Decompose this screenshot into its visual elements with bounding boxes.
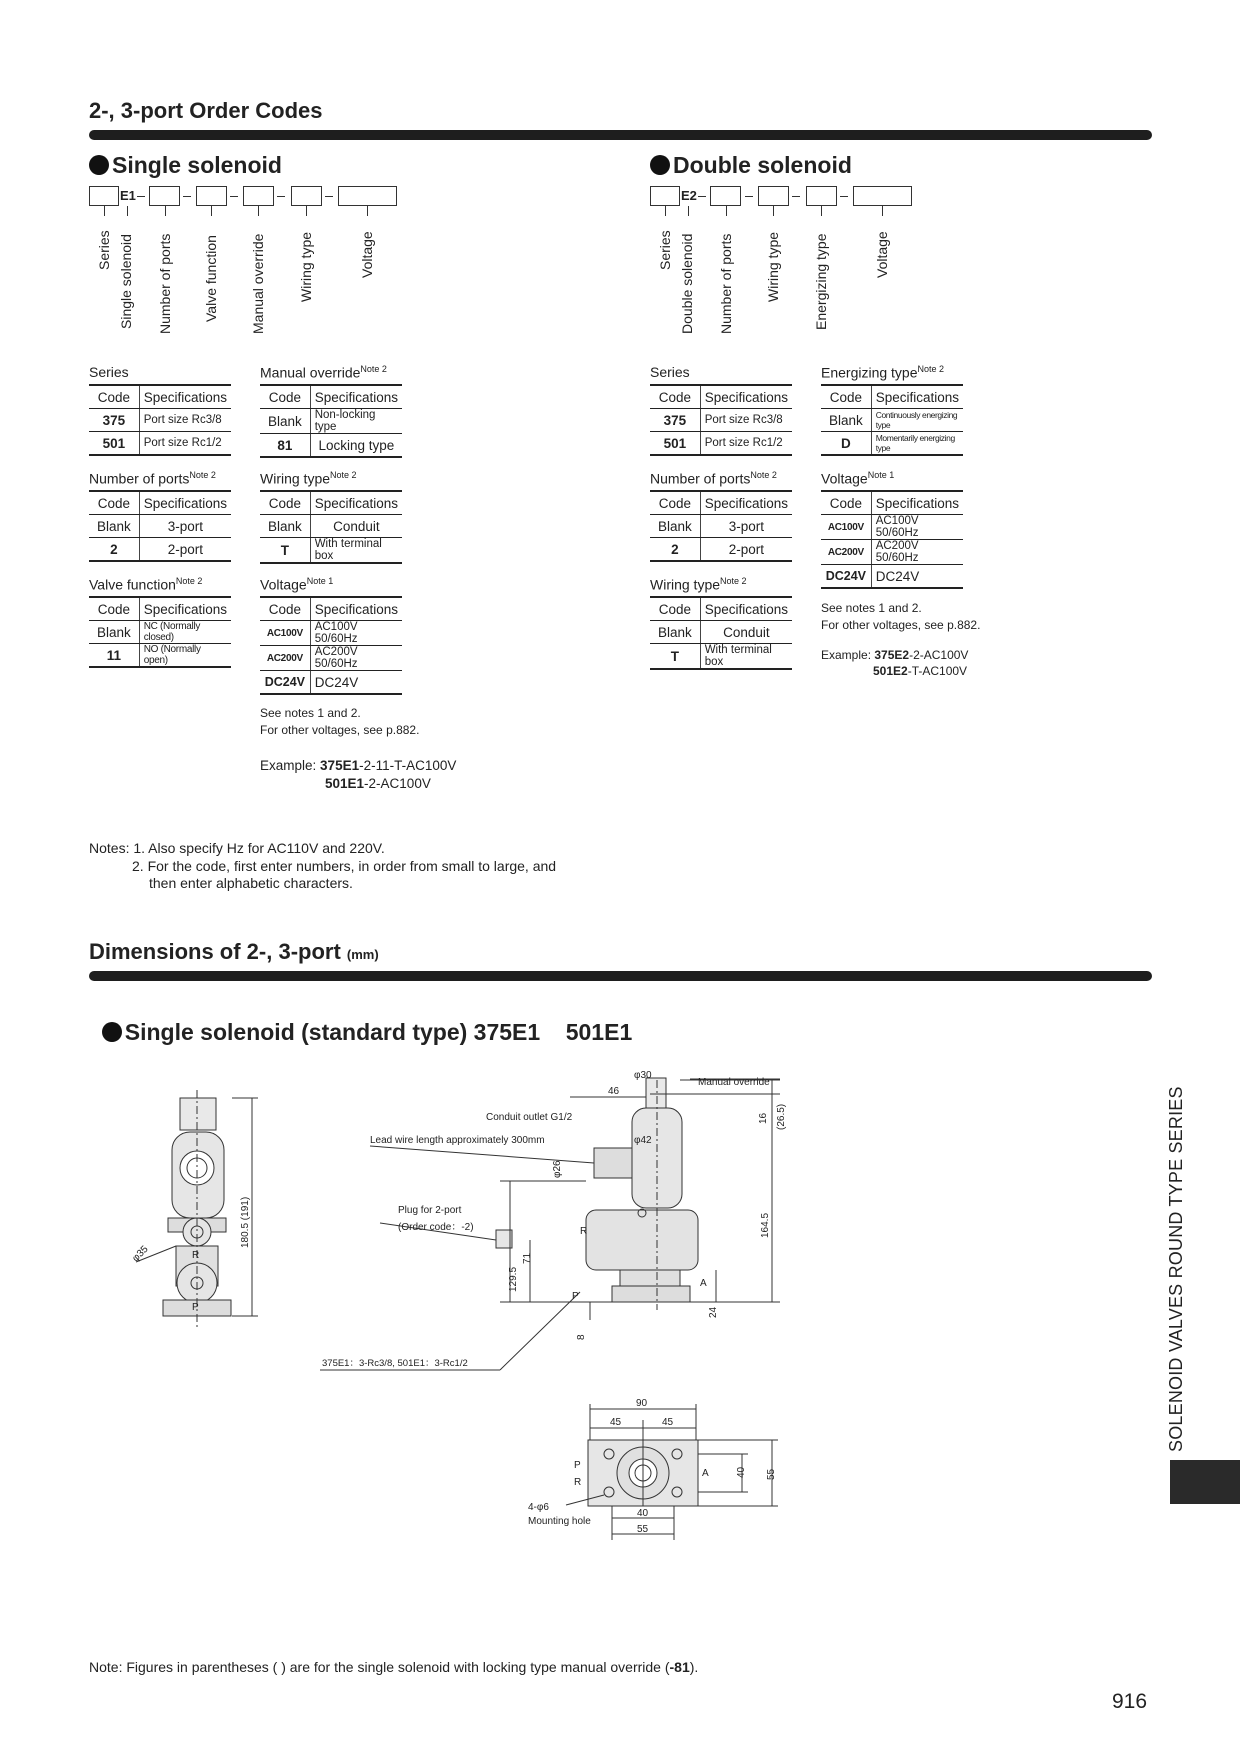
code-label-valve: Valve function bbox=[203, 235, 219, 322]
series-table: Code Specifications 375 Port size Rc3/8 501 Port size Rc1/2 bbox=[89, 384, 231, 456]
wiring-table: Code Specifications Blank Conduit T With terminal box bbox=[650, 596, 792, 670]
table-title-energizing: Energizing type$^{Note 2}$ bbox=[821, 364, 945, 381]
figure-note: Note: Figures in parentheses ( ) are for the single solenoid with locking type manual override (-81). bbox=[89, 1659, 699, 1675]
label-plug-2: (Order code：-2) bbox=[398, 1222, 474, 1233]
code-label-ports: Number of ports bbox=[718, 233, 734, 334]
table-title-wiring: Wiring type$^{Note 2}$ bbox=[650, 576, 747, 593]
dim-24: 24 bbox=[708, 1306, 719, 1318]
dim-40: 40 bbox=[637, 1508, 649, 1519]
table-row: DC24V DC24V bbox=[260, 671, 402, 695]
table-title-voltage: Voltage$^{Note 1}$ bbox=[260, 576, 334, 593]
code-label-series: Series bbox=[657, 230, 673, 270]
code-label-voltage: Voltage bbox=[359, 231, 375, 278]
code-label-wiring: Wiring type bbox=[765, 231, 781, 302]
code-label-wiring: Wiring type bbox=[298, 231, 314, 302]
dim-55: 55 bbox=[637, 1524, 649, 1535]
dim-90: 90 bbox=[636, 1398, 648, 1409]
table-row: Blank Continuously energizing type bbox=[821, 409, 963, 432]
label-conduit: Conduit outlet G1/2 bbox=[486, 1112, 573, 1123]
code-label-ports: Number of ports bbox=[157, 233, 173, 334]
table-title-wiring: Wiring type$^{Note 2}$ bbox=[260, 470, 357, 487]
dim-front-height: 180.5 (191) bbox=[240, 1196, 251, 1248]
manual-override-table: Code Specifications Blank Non-locking type 81 Locking type bbox=[260, 384, 402, 458]
table-row: 375 Port size Rc3/8 bbox=[650, 409, 792, 432]
dim-164-5: 164.5 bbox=[760, 1212, 771, 1238]
dimensions-title: Dimensions of 2-, 3-port (mm) bbox=[89, 939, 379, 964]
table-row: Blank Non-locking type bbox=[260, 409, 402, 434]
single-example: Example: 375E1-2-11-T-AC100V 501E1-2-AC100V bbox=[260, 758, 457, 791]
table-row: Blank Conduit bbox=[650, 621, 792, 644]
table-row: AC100V AC100V 50/60Hz bbox=[260, 621, 402, 646]
bottom-port-A: A bbox=[702, 1468, 709, 1479]
table-row: Blank 3-port bbox=[89, 515, 231, 538]
table-row: Blank Conduit bbox=[260, 515, 402, 538]
side-tab-block bbox=[1170, 1460, 1240, 1504]
voltage-table: Code Specifications AC100V AC100V 50/60Hz AC200V AC200V 50/60Hz DC24V DC24V bbox=[260, 596, 402, 695]
front-port-R: R bbox=[192, 1250, 200, 1261]
code-label-voltage: Voltage bbox=[874, 231, 890, 278]
voltage-notes: See notes 1 and 2. For other voltages, see p.882. bbox=[260, 706, 420, 737]
heading-text: Single solenoid bbox=[112, 152, 282, 178]
valve-function-table: Code Specifications Blank NC (Normally closed) 11 NO (Normally open) bbox=[89, 596, 231, 668]
table-row: 2 2-port bbox=[650, 538, 792, 562]
dim-phi42: φ42 bbox=[634, 1135, 652, 1146]
dim-phi30: φ30 bbox=[634, 1070, 652, 1081]
table-row: AC200V AC200V 50/60Hz bbox=[821, 540, 963, 565]
label-manual-override: Manual override bbox=[698, 1077, 770, 1088]
dim-71: 71 bbox=[522, 1252, 533, 1264]
heading-text: Double solenoid bbox=[673, 152, 852, 178]
dim-45a: 45 bbox=[610, 1417, 622, 1428]
code-label-solenoid: Double solenoid bbox=[679, 233, 695, 334]
dim-front-dia: φ35 bbox=[130, 1243, 151, 1265]
table-title-valve: Valve function$^{Note 2}$ bbox=[89, 576, 203, 593]
bottom-port-R: R bbox=[574, 1477, 582, 1488]
bottom-port-P: P bbox=[574, 1460, 581, 1471]
dim-45b: 45 bbox=[662, 1417, 674, 1428]
table-title-voltage: Voltage$^{Note 1}$ bbox=[821, 470, 895, 487]
table-row: 11 NO (Normally open) bbox=[89, 644, 231, 668]
label-mount-2: Mounting hole bbox=[528, 1516, 591, 1527]
port-R: R bbox=[580, 1226, 588, 1237]
code-fixed: E1 bbox=[120, 188, 136, 203]
table-row: D Momentarily energizing type bbox=[821, 432, 963, 456]
ports-table: Code Specifications Blank 3-port 2 2-port bbox=[89, 490, 231, 562]
dim-46: 46 bbox=[608, 1086, 620, 1097]
wiring-table: Code Specifications Blank Conduit T With terminal box bbox=[260, 490, 402, 564]
side-tab-label: SOLENOID VALVES ROUND TYPE SERIES bbox=[1166, 1086, 1186, 1452]
table-row: 81 Locking type bbox=[260, 434, 402, 458]
table-row: 375 Port size Rc3/8 bbox=[89, 409, 231, 432]
table-title-series: Series bbox=[89, 364, 129, 380]
table-row: AC100V AC100V 50/60Hz bbox=[821, 515, 963, 540]
front-port-P: P bbox=[192, 1302, 199, 1313]
dim-55v: 55 bbox=[766, 1468, 777, 1480]
label-plug-1: Plug for 2-port bbox=[398, 1205, 462, 1216]
table-row: T With terminal box bbox=[650, 644, 792, 670]
code-label-energizing: Energizing type bbox=[813, 233, 829, 330]
dim-26-5: (26.5) bbox=[776, 1103, 787, 1130]
table-title-ports: Number of ports$^{Note 2}$ bbox=[650, 470, 777, 487]
code-label-override: Manual override bbox=[250, 233, 266, 334]
dim-40v: 40 bbox=[736, 1466, 747, 1478]
dim-129-5: 129.5 bbox=[508, 1266, 519, 1292]
code-label-series: Series bbox=[96, 230, 112, 270]
table-row: 501 Port size Rc1/2 bbox=[89, 432, 231, 456]
code-label-solenoid: Single solenoid bbox=[118, 234, 134, 329]
dim-16: 16 bbox=[758, 1112, 769, 1124]
order-notes: Notes: 1. Also specify Hz for AC110V and 220V. 2. For the code, first enter numbers, in order from small to large, and then enter alphabetic characters. bbox=[89, 840, 557, 891]
ports-table: Code Specifications Blank 3-port 2 2-port bbox=[650, 490, 792, 562]
label-mount-1: 4-φ6 bbox=[528, 1502, 549, 1513]
port-P: P bbox=[572, 1291, 579, 1302]
table-row: 2 2-port bbox=[89, 538, 231, 562]
page-number: 916 bbox=[1112, 1690, 1148, 1713]
table-title-override: Manual override$^{Note 2}$ bbox=[260, 364, 387, 381]
table-row: 501 Port size Rc1/2 bbox=[650, 432, 792, 456]
table-title-ports: Number of ports$^{Note 2}$ bbox=[89, 470, 216, 487]
page-title: 2-, 3-port Order Codes bbox=[89, 98, 323, 123]
table-row: Blank 3-port bbox=[650, 515, 792, 538]
table-title-series: Series bbox=[650, 364, 690, 380]
voltage-notes: See notes 1 and 2. For other voltages, see p.882. bbox=[821, 601, 981, 632]
energizing-table: Code Specifications Blank Continuously energizing type D Momentarily energizing type bbox=[821, 384, 963, 456]
table-row: T With terminal box bbox=[260, 538, 402, 564]
table-row: Blank NC (Normally closed) bbox=[89, 621, 231, 644]
dimensions-subheading: Single solenoid (standard type) 375E1 501E1 bbox=[89, 992, 632, 1046]
port-A: A bbox=[700, 1278, 707, 1289]
table-row: AC200V AC200V 50/60Hz bbox=[260, 646, 402, 671]
dim-phi26: φ26 bbox=[552, 1160, 563, 1178]
table-row: DC24V DC24V bbox=[821, 565, 963, 589]
double-example: Example: 375E2-2-AC100V 501E2-T-AC100V bbox=[821, 648, 969, 678]
dim-8: 8 bbox=[576, 1334, 587, 1340]
label-port-callout: 375E1：3-Rc3/8, 501E1：3-Rc1/2 bbox=[322, 1358, 468, 1369]
label-lead-wire: Lead wire length approximately 300mm bbox=[370, 1135, 545, 1146]
code-fixed: E2 bbox=[681, 188, 697, 203]
series-table: Code Specifications 375 Port size Rc3/8 501 Port size Rc1/2 bbox=[650, 384, 792, 456]
voltage-table: Code Specifications AC100V AC100V 50/60Hz AC200V AC200V 50/60Hz DC24V DC24V bbox=[821, 490, 963, 589]
